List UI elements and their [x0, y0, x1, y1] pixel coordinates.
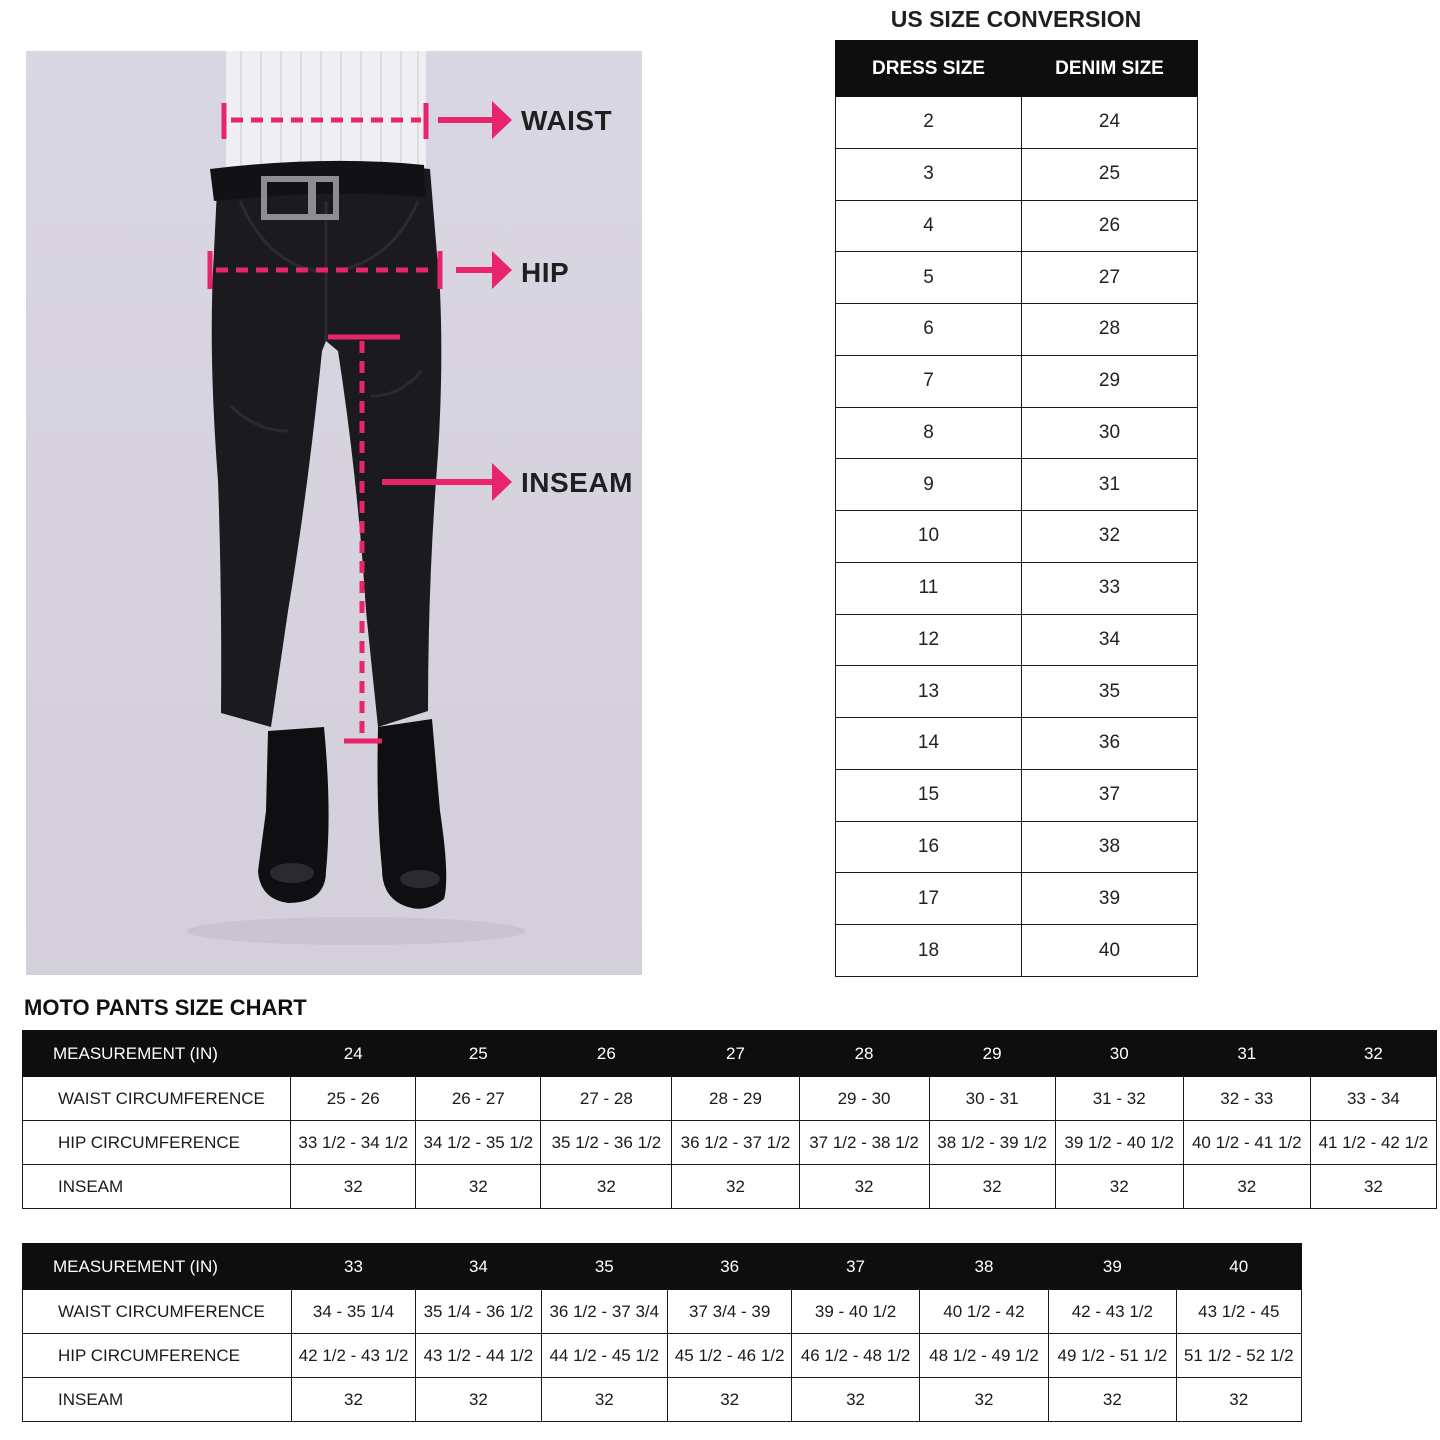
measurement-cell: 29 - 30	[799, 1077, 929, 1121]
size-header-row	[23, 1031, 1437, 1077]
denim-size-cell: 24	[1022, 97, 1198, 149]
conversion-row	[836, 614, 1198, 666]
dress-size-cell: 12	[836, 614, 1022, 666]
measurement-cell: 32	[792, 1378, 919, 1422]
conversion-row	[836, 304, 1198, 356]
measurement-cell: 32	[799, 1165, 929, 1209]
table-row	[23, 1378, 1302, 1422]
conversion-row	[836, 252, 1198, 304]
row-label: INSEAM	[23, 1378, 292, 1422]
table-row	[23, 1165, 1437, 1209]
measurement-cell: 27 - 28	[541, 1077, 672, 1121]
conversion-row	[836, 200, 1198, 252]
size-header: 34	[416, 1244, 541, 1290]
measurement-cell: 38 1/2 - 39 1/2	[929, 1121, 1055, 1165]
denim-size-cell: 28	[1022, 304, 1198, 356]
model-photo	[26, 51, 642, 975]
inseam-label: INSEAM	[521, 467, 633, 498]
dress-size-cell: 8	[836, 407, 1022, 459]
size-header: 35	[541, 1244, 667, 1290]
conversion-row	[836, 511, 1198, 563]
measurement-cell: 32	[1310, 1165, 1436, 1209]
dress-size-cell: 2	[836, 97, 1022, 149]
conversion-row	[836, 821, 1198, 873]
measurement-cell: 31 - 32	[1055, 1077, 1183, 1121]
measurement-cell: 39 1/2 - 40 1/2	[1055, 1121, 1183, 1165]
conversion-row	[836, 407, 1198, 459]
denim-size-cell: 33	[1022, 562, 1198, 614]
size-header: 40	[1176, 1244, 1301, 1290]
row-label: WAIST CIRCUMFERENCE	[23, 1077, 291, 1121]
measurement-cell: 39 - 40 1/2	[792, 1290, 919, 1334]
measurement-cell: 45 1/2 - 46 1/2	[667, 1334, 791, 1378]
denim-size-cell: 39	[1022, 873, 1198, 925]
denim-size-cell: 38	[1022, 821, 1198, 873]
measurement-cell: 35 1/2 - 36 1/2	[541, 1121, 672, 1165]
denim-size-cell: 35	[1022, 666, 1198, 718]
dress-size-cell: 3	[836, 148, 1022, 200]
measurement-cell: 32	[416, 1165, 541, 1209]
waist-label: WAIST	[521, 105, 613, 136]
denim-size-cell: 34	[1022, 614, 1198, 666]
dress-size-cell: 18	[836, 925, 1022, 977]
row-label: INSEAM	[23, 1165, 291, 1209]
measurement-cell: 28 - 29	[672, 1077, 799, 1121]
dress-size-cell: 14	[836, 718, 1022, 770]
measurement-cell: 32	[291, 1378, 415, 1422]
dress-size-cell: 13	[836, 666, 1022, 718]
size-header-row	[23, 1244, 1302, 1290]
size-header: 29	[929, 1031, 1055, 1077]
measurement-cell: 40 1/2 - 41 1/2	[1183, 1121, 1310, 1165]
denim-size-cell: 27	[1022, 252, 1198, 304]
measurement-cell: 32	[416, 1378, 541, 1422]
denim-size-cell: 40	[1022, 925, 1198, 977]
measurement-cell: 32	[1055, 1165, 1183, 1209]
us-size-conversion-title: US SIZE CONVERSION	[890, 6, 1142, 32]
conversion-row	[836, 97, 1198, 149]
size-header: 24	[291, 1031, 416, 1077]
table-row	[23, 1334, 1302, 1378]
measurement-cell: 32	[672, 1165, 799, 1209]
conversion-row	[836, 562, 1198, 614]
measurement-cell: 34 - 35 1/4	[291, 1290, 415, 1334]
conversion-row	[836, 925, 1198, 977]
measurement-cell: 48 1/2 - 49 1/2	[919, 1334, 1048, 1378]
dress-size-cell: 15	[836, 769, 1022, 821]
denim-size-cell: 25	[1022, 148, 1198, 200]
size-header: 39	[1049, 1244, 1176, 1290]
size-header: 26	[541, 1031, 672, 1077]
dress-size-cell: 6	[836, 304, 1022, 356]
denim-size-cell: 32	[1022, 511, 1198, 563]
denim-size-cell: 36	[1022, 718, 1198, 770]
measurement-header: MEASUREMENT (IN)	[23, 1244, 292, 1290]
dress-size-cell: 16	[836, 821, 1022, 873]
measurement-cell: 51 1/2 - 52 1/2	[1176, 1334, 1301, 1378]
hip-label: HIP	[521, 257, 570, 288]
measurement-cell: 36 1/2 - 37 3/4	[541, 1290, 667, 1334]
denim-size-header: DENIM SIZE	[1022, 41, 1198, 97]
us-size-conversion-table	[835, 40, 1198, 977]
conversion-row	[836, 459, 1198, 511]
size-header: 36	[667, 1244, 791, 1290]
size-header: 28	[799, 1031, 929, 1077]
denim-size-cell: 30	[1022, 407, 1198, 459]
model-figure-illustration	[26, 51, 642, 975]
measurement-cell: 32	[929, 1165, 1055, 1209]
measurement-cell: 43 1/2 - 45	[1176, 1290, 1301, 1334]
measurement-cell: 33 1/2 - 34 1/2	[291, 1121, 416, 1165]
measurement-cell: 37 3/4 - 39	[667, 1290, 791, 1334]
measurement-cell: 46 1/2 - 48 1/2	[792, 1334, 919, 1378]
row-label: WAIST CIRCUMFERENCE	[23, 1290, 292, 1334]
measurement-cell: 49 1/2 - 51 1/2	[1049, 1334, 1176, 1378]
measurement-cell: 25 - 26	[291, 1077, 416, 1121]
measurement-cell: 32	[1176, 1378, 1301, 1422]
size-header: 25	[416, 1031, 541, 1077]
dress-size-cell: 9	[836, 459, 1022, 511]
measurement-cell: 40 1/2 - 42	[919, 1290, 1048, 1334]
dress-size-cell: 17	[836, 873, 1022, 925]
measurement-cell: 32	[291, 1165, 416, 1209]
table-row	[23, 1290, 1302, 1334]
size-header: 38	[919, 1244, 1048, 1290]
measurement-cell: 30 - 31	[929, 1077, 1055, 1121]
size-header: 32	[1310, 1031, 1436, 1077]
conversion-row	[836, 873, 1198, 925]
measurement-cell: 32	[919, 1378, 1048, 1422]
moto-pants-size-chart-title: MOTO PANTS SIZE CHART	[24, 995, 307, 1020]
size-chart-table-2	[22, 1243, 1302, 1422]
measurement-cell: 26 - 27	[416, 1077, 541, 1121]
measurement-cell: 35 1/4 - 36 1/2	[416, 1290, 541, 1334]
measurement-header: MEASUREMENT (IN)	[23, 1031, 291, 1077]
dress-size-header: DRESS SIZE	[836, 41, 1022, 97]
dress-size-cell: 10	[836, 511, 1022, 563]
conversion-row	[836, 355, 1198, 407]
measurement-cell: 37 1/2 - 38 1/2	[799, 1121, 929, 1165]
measurement-cell: 44 1/2 - 45 1/2	[541, 1334, 667, 1378]
size-header: 37	[792, 1244, 919, 1290]
dress-size-cell: 4	[836, 200, 1022, 252]
row-label: HIP CIRCUMFERENCE	[23, 1334, 292, 1378]
conversion-row	[836, 718, 1198, 770]
size-header: 30	[1055, 1031, 1183, 1077]
size-chart-table-1	[22, 1030, 1437, 1209]
measurement-cell: 32	[541, 1165, 672, 1209]
measurement-cell: 32	[1049, 1378, 1176, 1422]
conversion-row	[836, 666, 1198, 718]
measurement-cell: 42 1/2 - 43 1/2	[291, 1334, 415, 1378]
measurement-cell: 43 1/2 - 44 1/2	[416, 1334, 541, 1378]
table-row	[23, 1077, 1437, 1121]
measurement-cell: 32	[541, 1378, 667, 1422]
measurement-cell: 32	[667, 1378, 791, 1422]
size-header: 33	[291, 1244, 415, 1290]
measurement-cell: 41 1/2 - 42 1/2	[1310, 1121, 1436, 1165]
denim-size-cell: 29	[1022, 355, 1198, 407]
measurement-cell: 32	[1183, 1165, 1310, 1209]
measurement-cell: 33 - 34	[1310, 1077, 1436, 1121]
measurement-cell: 42 - 43 1/2	[1049, 1290, 1176, 1334]
denim-size-cell: 37	[1022, 769, 1198, 821]
conversion-header-row	[836, 41, 1198, 97]
conversion-row	[836, 769, 1198, 821]
measurement-cell: 36 1/2 - 37 1/2	[672, 1121, 799, 1165]
denim-size-cell: 31	[1022, 459, 1198, 511]
size-header: 31	[1183, 1031, 1310, 1077]
measurement-cell: 34 1/2 - 35 1/2	[416, 1121, 541, 1165]
denim-size-cell: 26	[1022, 200, 1198, 252]
dress-size-cell: 7	[836, 355, 1022, 407]
dress-size-cell: 11	[836, 562, 1022, 614]
dress-size-cell: 5	[836, 252, 1022, 304]
measurement-cell: 32 - 33	[1183, 1077, 1310, 1121]
size-header: 27	[672, 1031, 799, 1077]
table-row	[23, 1121, 1437, 1165]
conversion-row	[836, 148, 1198, 200]
row-label: HIP CIRCUMFERENCE	[23, 1121, 291, 1165]
